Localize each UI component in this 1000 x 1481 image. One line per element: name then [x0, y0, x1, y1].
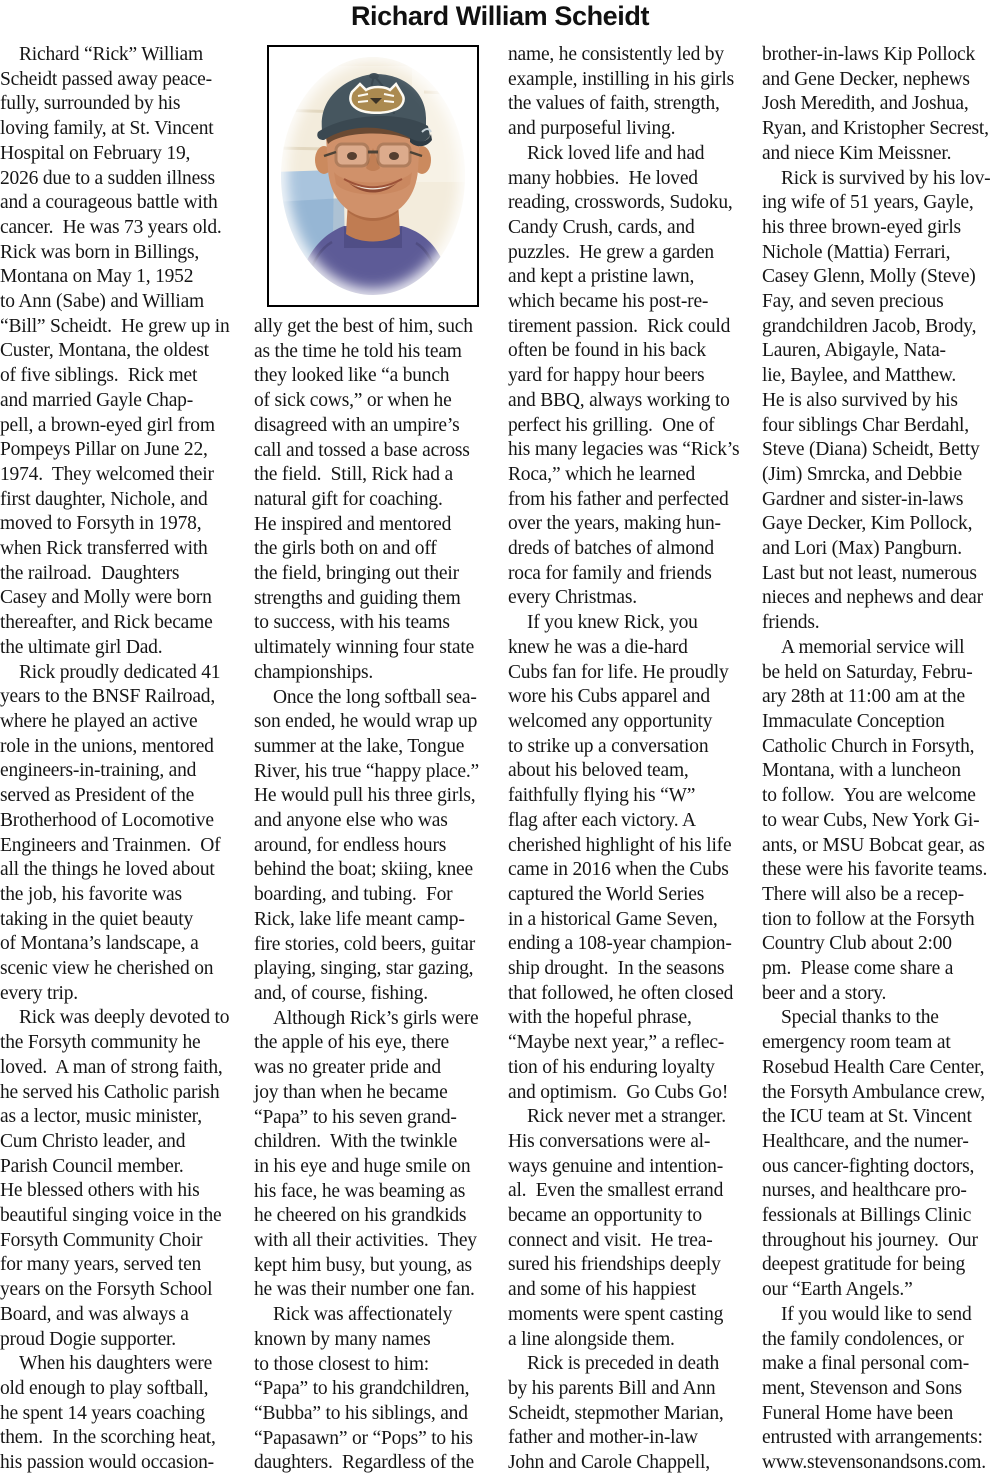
text-line: to Ann (Sabe) and William: [0, 291, 204, 313]
text-line: Last but not least, numerous: [762, 562, 977, 584]
text-line: cherished highlight of his life: [508, 834, 732, 856]
text-line: years on the Forsyth School: [0, 1279, 213, 1301]
text-line: Cubs fan for life. He proudly: [508, 661, 729, 683]
text-line: and optimism. Go Cubs Go!: [508, 1081, 729, 1103]
text-line: “Bubba” to his siblings, and: [254, 1402, 468, 1424]
text-line: as the time he told his team: [254, 340, 462, 362]
text-line: his three brown-eyed girls: [762, 216, 961, 238]
portrait-photo: [274, 52, 472, 300]
text-line: Healthcare, and the numer-: [762, 1130, 969, 1152]
text-line: “Bill” Scheidt. He grew up in: [0, 315, 230, 337]
text-line: knew he was a die-hard: [508, 636, 688, 658]
text-line: when Rick transferred with: [0, 538, 208, 560]
text-line: pell, a brown-eyed girl from: [0, 414, 215, 436]
text-line: daughters. Regardless of the: [254, 1452, 475, 1474]
text-line: Scheidt, stepmother Marian,: [508, 1402, 724, 1424]
text-line: and a courageous battle with: [0, 192, 218, 214]
text-line: became an opportunity to: [508, 1205, 702, 1227]
text-line: and purposeful living.: [508, 118, 676, 140]
text-line: ultimately winning four state: [254, 637, 475, 659]
text-line: Parish Council member.: [0, 1155, 184, 1177]
text-line: many hobbies. He loved: [508, 167, 698, 189]
text-line: the girls both on and off: [254, 538, 437, 560]
text-line: Rick was deeply devoted to: [19, 1007, 230, 1029]
text-line: example, instilling in his girls: [508, 68, 734, 90]
text-line: Hospital on February 19,: [0, 142, 191, 164]
text-line: nurses, and healthcare pro-: [762, 1180, 967, 1202]
text-line: moments were spent casting: [508, 1303, 724, 1325]
text-line: to success, with his teams: [254, 612, 450, 634]
text-line: with all their activities. They: [254, 1230, 477, 1252]
text-line: children. With the twinkle: [254, 1131, 458, 1153]
text-line: call and tossed a base across: [254, 439, 470, 461]
text-line: engineers-in-training, and: [0, 760, 197, 782]
text-line: ally get the best of him, such: [254, 316, 473, 337]
text-line: in his eye and huge smile on: [254, 1155, 471, 1177]
text-line: pm. Please come share a: [762, 958, 954, 980]
text-line: cancer. He was 73 years old.: [0, 216, 222, 238]
text-line: Ryan, and Kristopher Secrest,: [762, 118, 989, 140]
text-line: brother-in-laws Kip Pollock: [762, 44, 976, 65]
text-line: “Papasawn” or “Pops” to his: [254, 1427, 473, 1449]
text-line: Once the long softball sea-: [273, 686, 477, 708]
text-line: emergency room team at: [762, 1032, 951, 1054]
text-line: wore his Cubs apparel and: [508, 686, 710, 708]
text-line: he served his Catholic parish: [0, 1081, 220, 1103]
text-line: these were his favorite teams.: [762, 859, 988, 881]
text-line: years to the BNSF Railroad,: [0, 686, 216, 708]
text-line: where he played an active: [0, 710, 198, 732]
text-line: Nichole (Mattia) Ferrari,: [762, 241, 951, 263]
text-line: entrusted with arrangements:: [762, 1427, 983, 1449]
text-line: the values of faith, strength,: [508, 93, 720, 115]
text-line: kept him busy, but young, as: [254, 1254, 472, 1276]
text-line: Immaculate Conception: [762, 710, 945, 732]
text-line: deepest gratitude for being: [762, 1254, 966, 1276]
text-line: the field. Still, Rick had a: [254, 464, 453, 486]
text-line: throughout his journey. Our: [762, 1229, 978, 1251]
text-line: Engineers and Trainmen. Of: [0, 834, 221, 856]
text-line: yard for happy hour beers: [508, 365, 705, 387]
text-line: connect and visit. He trea-: [508, 1229, 713, 1251]
text-line: make a final personal com-: [762, 1353, 970, 1375]
text-line: faithfully flying his “W”: [508, 785, 696, 807]
text-line: welcomed any opportunity: [508, 710, 713, 732]
text-line: all the things he loved about: [0, 859, 215, 881]
text-line: the ICU team at St. Vincent: [762, 1106, 972, 1128]
text-line: Catholic Church in Forsyth,: [762, 735, 975, 757]
text-line: Candy Crush, cards, and: [508, 216, 695, 238]
text-line: ants, or MSU Bobcat gear, as: [762, 834, 985, 856]
text-line: his face, he was beaming as: [254, 1180, 466, 1202]
text-line: Rick was affectionately: [273, 1304, 453, 1326]
text-line: ways genuine and intention-: [508, 1155, 724, 1177]
text-line: Board, and was always a: [0, 1303, 189, 1325]
text-line: from his father and perfected: [508, 488, 729, 510]
text-line: to wear Cubs, New York Gi-: [762, 809, 980, 831]
text-line: around, for endless hours: [254, 834, 447, 856]
text-line: Custer, Montana, the oldest: [0, 340, 209, 362]
text-line: perfect his grilling. One of: [508, 414, 715, 436]
text-line: he was their number one fan.: [254, 1279, 475, 1301]
text-line: Brotherhood of Locomotive: [0, 809, 214, 831]
text-line: Montana, with a luncheon: [762, 760, 961, 782]
text-line: He would pull his three girls,: [254, 785, 476, 807]
text-line: thereafter, and Rick became: [0, 612, 213, 634]
text-line: proud Dogie supporter.: [0, 1328, 176, 1350]
text-line: of Montana’s landscape, a: [0, 933, 199, 955]
text-line: and niece Kim Meissner.: [762, 142, 952, 164]
text-line: loving family, at St. Vincent: [0, 118, 214, 140]
portrait-photo-frame: [267, 45, 479, 307]
text-line: the railroad. Daughters: [0, 562, 180, 584]
text-line: Steve (Diana) Scheidt, Betty: [762, 439, 980, 461]
text-line: tirement passion. Rick could: [508, 315, 731, 337]
text-line: over the years, making hun-: [508, 513, 721, 535]
text-line: Rosebud Health Care Center,: [762, 1056, 985, 1078]
column-2: [254, 43, 492, 1476]
text-line: championships.: [254, 661, 374, 683]
text-line: and some of his happiest: [508, 1279, 697, 1301]
text-line: (Jim) Smrcka, and Debbie: [762, 463, 962, 485]
text-line: scenic view he cherished on: [0, 958, 214, 980]
text-line: father and mother-in-law: [508, 1427, 698, 1449]
text-line: as a lector, music minister,: [0, 1106, 202, 1128]
text-line: strengths and guiding them: [254, 587, 461, 609]
obituary-columns: [0, 32, 1000, 1476]
text-line: al. Even the smallest errand: [508, 1180, 724, 1202]
text-line: and anyone else who was: [254, 810, 448, 832]
column-1: [0, 43, 238, 1476]
text-line: and Gene Decker, nephews: [762, 68, 970, 90]
text-line: Lauren, Abigayle, Nata-: [762, 340, 946, 362]
text-line: tion of his enduring loyalty: [508, 1056, 715, 1078]
text-line: four siblings Char Berdahl,: [762, 414, 969, 436]
text-line: Forsyth Community Choir: [0, 1229, 203, 1251]
text-line: son ended, he would wrap up: [254, 711, 478, 733]
text-line: served as President of the: [0, 785, 195, 807]
text-line: about his beloved team,: [508, 760, 689, 782]
text-line: the field, bringing out their: [254, 563, 459, 585]
text-line: If you knew Rick, you: [527, 612, 698, 634]
text-line: came in 2016 when the Cubs: [508, 859, 729, 881]
text-line: sured his friendships deeply: [508, 1254, 721, 1276]
text-line: flag after each victory. A: [508, 809, 696, 831]
text-line: Although Rick’s girls were: [273, 1007, 479, 1029]
text-line: to those closest to him:: [254, 1353, 430, 1375]
text-line: He blessed others with his: [0, 1180, 200, 1202]
text-line: puzzles. He grew a garden: [508, 241, 714, 263]
text-line: often be found in his back: [508, 340, 706, 362]
text-line: fire stories, cold beers, guitar: [254, 933, 476, 955]
text-line: Pompeys Pillar on June 22,: [0, 439, 208, 461]
text-line: them. In the scorching heat,: [0, 1427, 216, 1449]
text-line: the family condolences, or: [762, 1328, 964, 1350]
text-line: name, he consistently led by: [508, 44, 724, 65]
text-line: of sick cows,” or when he: [254, 390, 452, 412]
text-line: Rick never met a stranger.: [527, 1106, 726, 1128]
text-line: old enough to play softball,: [0, 1377, 209, 1399]
text-line: every trip.: [0, 982, 78, 1004]
text-line: 2026 due to a sudden illness: [0, 167, 215, 189]
text-line: friends.: [762, 612, 820, 634]
text-line: Scheidt passed away peace-: [0, 68, 212, 90]
text-line: captured the World Series: [508, 883, 705, 905]
text-line: Roca,” which he learned: [508, 463, 696, 485]
text-line: and married Gayle Chap-: [0, 389, 194, 411]
text-line: playing, singing, star gazing,: [254, 958, 474, 980]
text-line: Cum Christo leader, and: [0, 1130, 186, 1152]
text-line: a line alongside them.: [508, 1328, 675, 1350]
text-line: the apple of his eye, there: [254, 1032, 449, 1054]
text-line: tion to follow at the Forsyth: [762, 908, 975, 930]
text-line: lie, Baylee, and Matthew.: [762, 365, 957, 387]
text-line: “Papa” to his grandchildren,: [254, 1378, 470, 1400]
text-line: in a historical Game Seven,: [508, 908, 718, 930]
text-line: A memorial service will: [781, 636, 965, 658]
text-line: and Lori (Max) Pangburn.: [762, 538, 962, 560]
text-line: beer and a story.: [762, 982, 887, 1004]
text-line: first daughter, Nichole, and: [0, 488, 208, 510]
text-line: Rick is survived by his lov-: [781, 167, 991, 189]
text-line: and BBQ, always working to: [508, 389, 730, 411]
column-4: [762, 43, 1000, 1476]
text-line: Josh Meredith, and Joshua,: [762, 93, 969, 115]
text-line: the Forsyth Ambulance crew,: [762, 1081, 985, 1103]
text-line: ending a 108-year champion-: [508, 933, 732, 955]
text-line: and, of course, fishing.: [254, 982, 428, 1004]
text-line: the Forsyth community he: [0, 1032, 201, 1054]
text-line: Rick is preceded in death: [527, 1353, 720, 1375]
text-line: Special thanks to the: [781, 1007, 939, 1029]
text-line: John and Carole Chappell,: [508, 1452, 710, 1474]
text-line: that followed, he often closed: [508, 982, 734, 1004]
text-line: www.stevensonandsons.com.: [762, 1452, 986, 1474]
text-line: behind the boat; skiing, knee: [254, 859, 473, 881]
text-line: the ultimate girl Dad.: [0, 636, 163, 658]
text-line: Montana on May 1, 1952: [0, 266, 194, 288]
text-line: by his parents Bill and Ann: [508, 1377, 716, 1399]
text-line: taking in the quiet beauty: [0, 908, 193, 930]
text-line: nieces and nephews and dear: [762, 587, 983, 609]
column-2-text: [254, 315, 492, 1476]
text-line: be held on Saturday, Febru-: [762, 661, 973, 683]
text-line: “Papa” to his seven grand-: [254, 1106, 457, 1128]
text-line: He is also survived by his: [762, 389, 958, 411]
text-line: 1974. They welcomed their: [0, 463, 214, 485]
text-line: was no greater pride and: [254, 1057, 441, 1079]
text-line: ary 28th at 11:00 am at the: [762, 686, 965, 708]
text-line: Richard “Rick” William: [19, 44, 203, 65]
text-line: grandchildren Jacob, Brody,: [762, 315, 977, 337]
column-3: [508, 43, 746, 1476]
text-line: Gardner and sister-in-laws: [762, 488, 964, 510]
text-line: Gaye Decker, Kim Pollock,: [762, 513, 973, 535]
text-line: fessionals at Billings Clinic: [762, 1205, 972, 1227]
text-line: He inspired and mentored: [254, 513, 452, 535]
text-line: Rick, lake life meant camp-: [254, 908, 465, 930]
text-line: There will also be a recep-: [762, 883, 964, 905]
text-line: dreds of batches of almond: [508, 538, 714, 560]
text-line: ship drought. In the seasons: [508, 958, 725, 980]
text-line: his many legacies was “Rick’s: [508, 439, 740, 461]
text-line: he spent 14 years coaching: [0, 1402, 205, 1424]
text-line: roca for family and friends: [508, 562, 712, 584]
text-line: summer at the lake, Tongue: [254, 735, 465, 757]
text-line: Rick was born in Billings,: [0, 241, 200, 263]
text-line: Casey Glenn, Molly (Steve): [762, 266, 976, 288]
text-line: If you would like to send: [781, 1303, 972, 1325]
text-line: his passion would occasion-: [0, 1452, 214, 1474]
text-line: boarding, and tubing. For: [254, 884, 453, 906]
text-line: ing wife of 51 years, Gayle,: [762, 192, 974, 214]
text-line: reading, crosswords, Sudoku,: [508, 192, 733, 214]
text-line: Funeral Home have been: [762, 1402, 954, 1424]
text-line: His conversations were al-: [508, 1130, 711, 1152]
text-line: known by many names: [254, 1328, 431, 1350]
text-line: loved. A man of strong faith,: [0, 1056, 223, 1078]
page-title: Richard William Scheidt: [350, 1, 650, 31]
text-line: Country Club about 2:00: [762, 933, 952, 955]
text-line: fully, surrounded by his: [0, 93, 181, 115]
text-line: our “Earth Angels.”: [762, 1279, 913, 1301]
text-line: they looked like “a bunch: [254, 365, 450, 387]
text-line: to follow. You are welcome: [762, 785, 976, 807]
text-line: to strike up a conversation: [508, 735, 709, 757]
text-line: Casey and Molly were born: [0, 587, 212, 609]
text-line: which became his post-re-: [508, 291, 709, 313]
text-line: every Christmas.: [508, 587, 637, 609]
text-line: River, his true “happy place.”: [254, 760, 479, 782]
text-line: natural gift for coaching.: [254, 488, 443, 510]
text-line: “Maybe next year,” a reflec-: [508, 1032, 725, 1054]
text-line: of five siblings. Rick met: [0, 365, 198, 387]
text-line: disagreed with an umpire’s: [254, 414, 460, 436]
text-line: When his daughters were: [19, 1353, 213, 1375]
text-line: joy than when he became: [254, 1081, 448, 1103]
text-line: the job, his favorite was: [0, 883, 182, 905]
text-line: ment, Stevenson and Sons: [762, 1377, 962, 1399]
text-line: with the hopeful phrase,: [508, 1007, 692, 1029]
text-line: ous cancer-fighting doctors,: [762, 1155, 975, 1177]
text-line: moved to Forsyth in 1978,: [0, 513, 202, 535]
text-line: and kept a pristine lawn,: [508, 266, 695, 288]
text-line: Rick loved life and had: [527, 142, 705, 164]
text-line: role in the unions, mentored: [0, 735, 214, 757]
text-line: Rick proudly dedicated 41: [19, 661, 221, 683]
text-line: Fay, and seven precious: [762, 291, 944, 313]
text-line: he cheered on his grandkids: [254, 1205, 467, 1227]
text-line: beautiful singing voice in the: [0, 1205, 222, 1227]
text-line: for many years, served ten: [0, 1254, 202, 1276]
